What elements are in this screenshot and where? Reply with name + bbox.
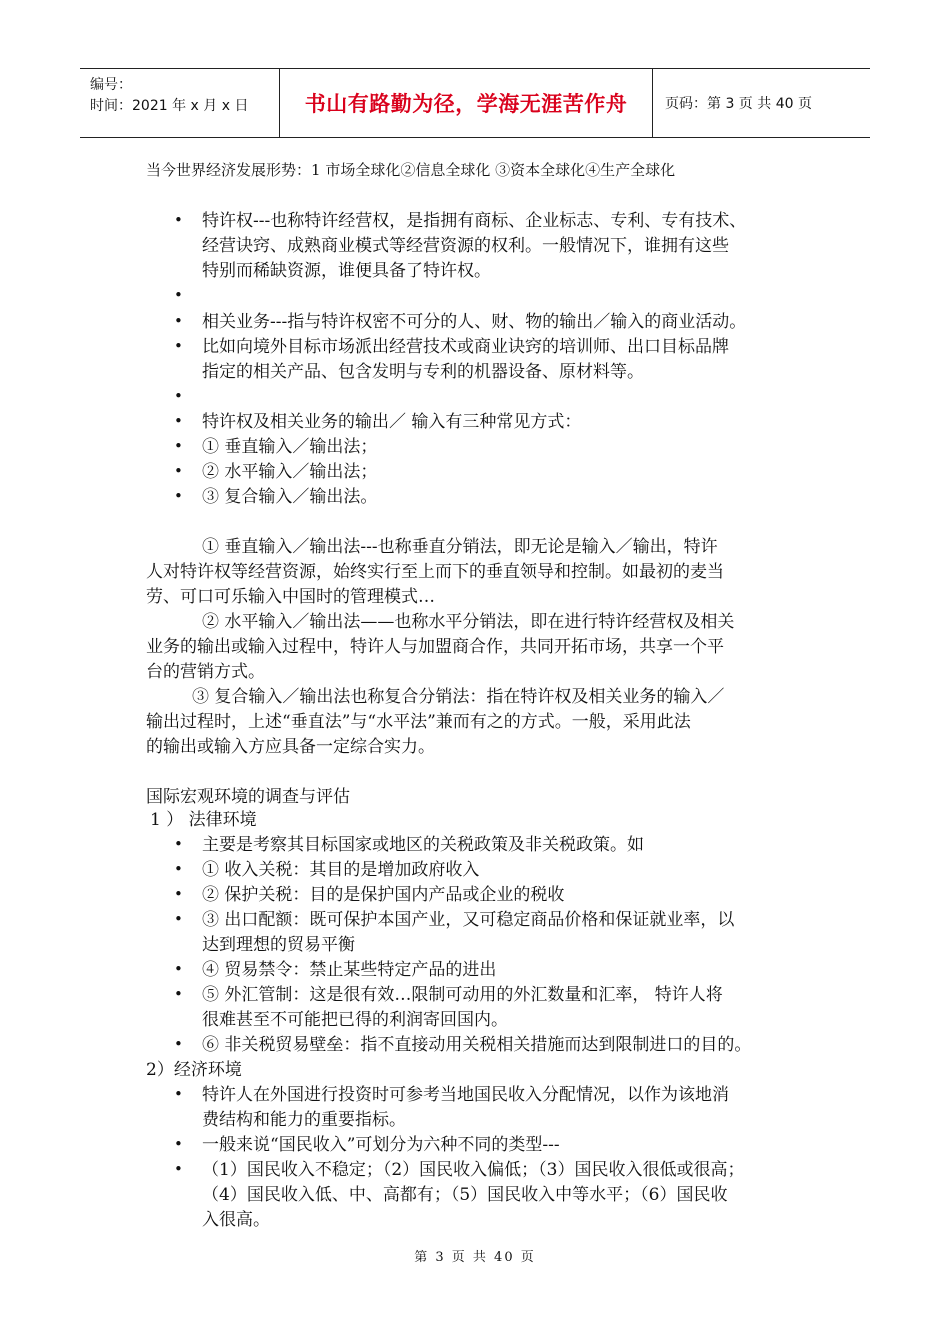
- number-label: 编号：: [90, 77, 132, 93]
- paragraph-line: 入很高。: [202, 1210, 270, 1230]
- bullet-marker: •: [174, 860, 183, 878]
- paragraph-line: （1）国民收入不稳定；（2）国民收入偏低；（3）国民收入很低或很高；: [202, 1160, 745, 1180]
- paragraph-line: 经营诀窍、成熟商业模式等经营资源的权利。一般情况下，谁拥有这些: [202, 236, 729, 256]
- paragraph-line: 业务的输出或输入过程中，特许人与加盟商合作，共同开拓市场，共享一个平: [146, 637, 724, 657]
- bullet-marker: •: [174, 462, 183, 480]
- paragraph-line: ④ 贸易禁令：禁止某些特定产品的进出: [202, 960, 497, 980]
- page-footer: 第 3 页 共 40 页: [414, 1250, 536, 1265]
- paragraph-line: ⑤ 外汇管制：这是很有效…限制可动用的外汇数量和汇率， 特许人将: [202, 985, 723, 1005]
- bullet-marker: •: [174, 337, 183, 355]
- paragraph-line: 很难甚至不可能把已得的利润寄回国内。: [202, 1010, 508, 1030]
- bullet-marker: •: [174, 312, 183, 330]
- header-page-info: 页码：第 3 页 共 40 页: [665, 96, 812, 112]
- trend-line: 当今世界经济发展形势：1 市场全球化②信息全球化 ③资本全球化④生产全球化: [146, 161, 676, 179]
- paragraph-line: 台的营销方式。: [146, 662, 265, 682]
- paragraph-line: 特许权及相关业务的输出／ 输入有三种常见方式：: [202, 412, 582, 432]
- page-header: [80, 68, 870, 138]
- header-meta: [80, 69, 280, 137]
- subsection-heading: 1 ） 法律环境: [150, 810, 257, 830]
- bullet-marker: •: [174, 211, 183, 229]
- paragraph-line: ① 垂直输入／输出法；: [202, 437, 378, 457]
- paragraph-line: ② 水平输入／输出法——也称水平分销法，即在进行特许经营权及相关: [202, 612, 735, 632]
- bullet-marker: •: [174, 387, 183, 405]
- paragraph-line: （4）国民收入低、中、高都有；（5）国民收入中等水平；（6）国民收: [202, 1185, 728, 1205]
- bullet-marker: •: [174, 910, 183, 928]
- bullet-marker: •: [174, 286, 183, 304]
- bullet-marker: •: [174, 835, 183, 853]
- time-label: 时间：2021 年 x 月 x 日: [90, 98, 249, 114]
- bullet-marker: •: [174, 985, 183, 1003]
- paragraph-line: 主要是考察其目标国家或地区的关税政策及非关税政策。如: [202, 835, 644, 855]
- paragraph-line: 劳、可口可乐输入中国时的管理模式…: [146, 587, 435, 607]
- bullet-marker: •: [174, 1035, 183, 1053]
- bullet-marker: •: [174, 1135, 183, 1153]
- bullet-marker: •: [174, 1085, 183, 1103]
- bullet-marker: •: [174, 487, 183, 505]
- paragraph-line: ③ 出口配额：既可保护本国产业，又可稳定商品价格和保证就业率，以: [202, 910, 735, 930]
- paragraph-line: 的输出或输入方应具备一定综合实力。: [146, 737, 435, 757]
- paragraph-line: 比如向境外目标市场派出经营技术或商业诀窍的培训师、出口目标品牌: [202, 337, 729, 357]
- paragraph-line: ① 收入关税：其目的是增加政府收入: [202, 860, 480, 880]
- paragraph-line: 输出过程时，上述“垂直法”与“水平法”兼而有之的方式。一般，采用此法: [146, 712, 691, 732]
- bullet-marker: •: [174, 1160, 183, 1178]
- paragraph-line: ② 保护关税：目的是保护国内产品或企业的税收: [202, 885, 565, 905]
- paragraph-line: 特别而稀缺资源，谁便具备了特许权。: [202, 261, 491, 281]
- header-motto: 书山有路勤为径，学海无涯苦作舟: [280, 69, 653, 137]
- paragraph-line: ⑥ 非关税贸易壁垒：指不直接动用关税相关措施而达到限制进口的目的。: [202, 1035, 752, 1055]
- bullet-marker: •: [174, 960, 183, 978]
- section-heading: 国际宏观环境的调查与评估: [146, 787, 350, 807]
- paragraph-line: ① 垂直输入／输出法---也称垂直分销法，即无论是输入／输出，特许: [202, 537, 718, 557]
- paragraph-line: 人对特许权等经营资源，始终实行至上而下的垂直领导和控制。如最初的麦当: [146, 562, 724, 582]
- paragraph-line: 特许权---也称特许经营权，是指拥有商标、企业标志、专利、专有技术、: [202, 211, 747, 231]
- paragraph-line: 相关业务---指与特许权密不可分的人、财、物的输出／输入的商业活动。: [202, 312, 747, 332]
- bullet-marker: •: [174, 412, 183, 430]
- paragraph-line: ② 水平输入／输出法；: [202, 462, 378, 482]
- paragraph-line: 特许人在外国进行投资时可参考当地国民收入分配情况，以作为该地消: [202, 1085, 729, 1105]
- paragraph-line: 指定的相关产品、包含发明与专利的机器设备、原材料等。: [202, 362, 644, 382]
- paragraph-line: ③ 复合输入／输出法。: [202, 487, 378, 507]
- paragraph-line: 一般来说“国民收入”可划分为六种不同的类型---: [202, 1135, 560, 1155]
- paragraph-line: ③ 复合输入／输出法也称复合分销法：指在特许权及相关业务的输入／: [192, 687, 725, 707]
- bullet-marker: •: [174, 437, 183, 455]
- subsection-heading: 2）经济环境: [146, 1060, 242, 1080]
- bullet-marker: •: [174, 885, 183, 903]
- paragraph-line: 费结构和能力的重要指标。: [202, 1110, 406, 1130]
- paragraph-line: 达到理想的贸易平衡: [202, 935, 355, 955]
